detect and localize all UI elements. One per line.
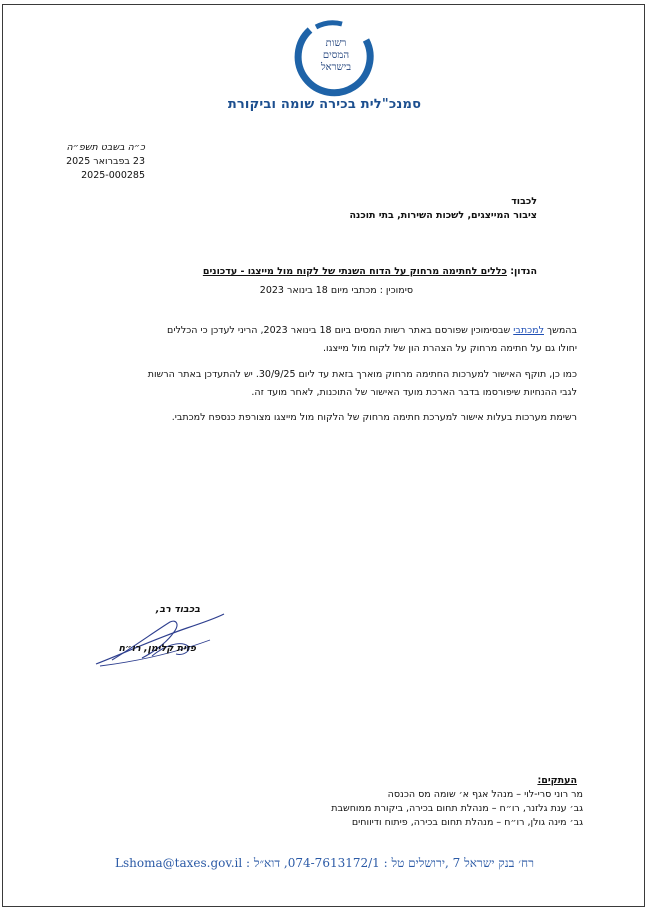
unit-title: סמנכ"לית בכירה שומה וביקורת: [227, 97, 422, 112]
logo-line-1: רשות: [325, 38, 347, 49]
reference-number: 2025-000285: [81, 170, 145, 181]
closing-regards: בכבוד רב,: [155, 604, 200, 615]
paragraph-2-line-2: לגבי ההנחיות שיפורסמו בדבר הארכת מועד האישור של התוכנות, לאחר מועד זה.: [251, 387, 577, 398]
subject-label: הנדון:: [510, 266, 537, 277]
copies-heading: העתקים:: [537, 775, 577, 786]
footer-contact: רח׳ בנק ישראל 7 ,ירושלים טל : 074-7613172/1, דוא״ל : Lshoma@taxes.gov.il: [115, 856, 534, 870]
p1-prefix: בהמשך: [543, 325, 577, 336]
letter-page: [2, 4, 645, 907]
logo-line-2: המסים: [322, 50, 350, 61]
to-label: לכבוד: [511, 196, 537, 207]
to-line: ציבור המייצגים, לשכות השירות, בתי תוכנה: [349, 210, 537, 221]
reference-line: סימוכין : מכתבי מיום 18 בינואר 2023: [259, 285, 413, 296]
subject-text: כללים לחתימה מרחוק על הדוח השנתי של לקוח מול מייצגו - עדכונים: [202, 266, 507, 277]
tax-authority-logo: [286, 18, 380, 102]
logo-line-3: בישראל: [320, 62, 352, 73]
copy-recipient: גב׳ ענת גלזנר, רו״ח – מנהלת תחום בכירה, ביקורת ממוחשבת: [331, 803, 583, 814]
signer-name: פזית קלימן, רו״ח: [118, 643, 196, 654]
p1-rest: שבסימוכין שפורסם באתר רשות המסים ביום 18 בינואר 2023, הריני לעדכן כי הכללים: [167, 325, 514, 336]
paragraph-1-line-1: [167, 325, 577, 336]
previous-letter-link[interactable]: למכתבי: [513, 325, 544, 336]
handwritten-signature: [92, 610, 227, 668]
copy-recipient: מר רוני סרי-לוי – מנהל אגף א׳ שומה מס הכנסה: [387, 789, 583, 800]
hebrew-date: כ״ה בשבט תשפ״ה: [66, 142, 145, 153]
subject-line: [203, 266, 537, 277]
copy-recipient: גב׳ מינה גולן, רו״ח – מנהלת תחום בכירה, פיתוח ודיווחים: [351, 817, 583, 828]
paragraph-2-line-1: כמו כן, תוקף האישור למערכות החתימה מרחוק מוארך בזאת עד ליום 30/9/25. יש להתעדכן באתר הרשות: [147, 369, 577, 380]
paragraph-1-line-2: יחולו גם על חתימה מרחוק על הצהרת הון של לקוח מול מייצגו.: [322, 343, 577, 354]
gregorian-date: 23 בפברואר 2025: [66, 156, 145, 167]
paragraph-3-line-1: רשימת מערכות בעלות אישור למערכת חתימה מרחוק של הלקוח מול מייצגו מצורפת כנספח למכתבי.: [171, 412, 577, 423]
